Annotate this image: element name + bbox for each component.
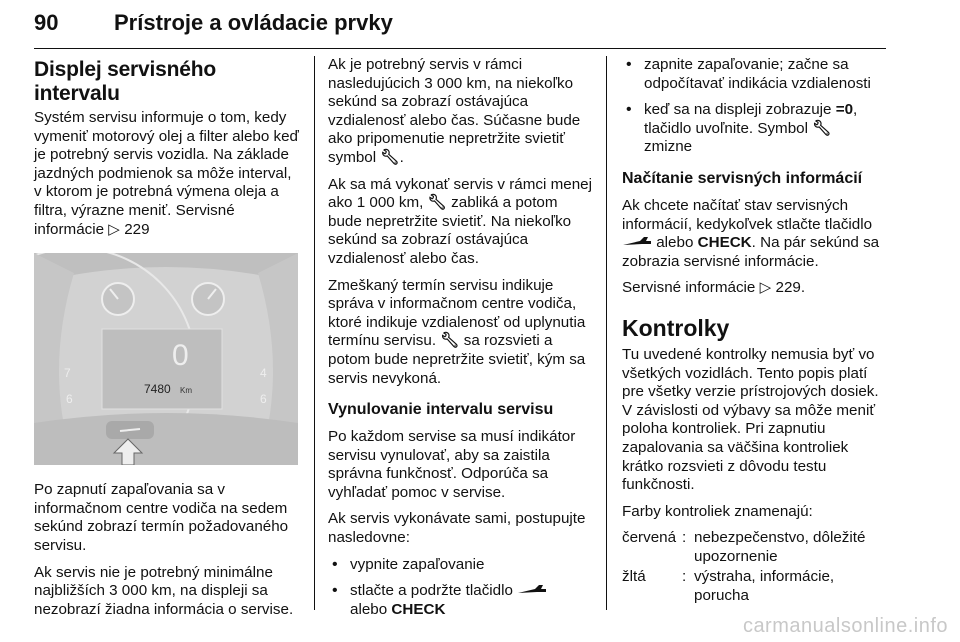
paragraph: Po zapnutí zapaľovania sa v informačnom centre vodiča na sedem sekúnd zobrazí termín požadovaného servisu.: [34, 481, 289, 554]
svg-text:6: 6: [260, 392, 267, 407]
paragraph-text: Systém servisu informuje o tom, kedy vymeniť motorový olej a filter alebo keď je potrebný servis vozidla. Na základe jazdných podmienok sa môže interval, v ktorom je potrebná výmena oleja a filtra, výrazne meniť. Servisné informácie: [34, 109, 299, 238]
separator: :: [682, 568, 687, 586]
steps-list: [328, 556, 594, 620]
section-heading-reset-interval: Vynulovanie intervalu servisu: [328, 401, 554, 419]
color-description: výstraha, informácie, porucha: [694, 568, 835, 605]
display-digit: 0: [172, 339, 189, 373]
stalk-button-icon: [622, 235, 652, 247]
watermark: carmanualsonline.info: [742, 615, 948, 637]
column-2: [328, 56, 594, 627]
paragraph: Farby kontroliek znamenajú:: [622, 502, 813, 520]
color-meaning-table: [622, 529, 888, 605]
section-heading-warning-lights: Kontrolky: [622, 314, 730, 341]
chapter-title: Prístroje a ovládacie prvky: [114, 10, 393, 35]
paragraph: Zmeškaný termín servisu indikuje správa v informačnom centre vodiča, ktoré indikuje vzdialenosť od uplynutia termínu servisu. 🔧︎ sa rozsvieti a potom bude nepretržite svietiť, kým sa servis nevykoná.: [328, 276, 586, 387]
page-header: [34, 4, 886, 44]
paragraph: Po každom servise sa musí indikátor servisu vynulovať, aby sa zaistila správna funkčnosť. Odporúča sa vyhľadať pomoc v servise.: [328, 428, 576, 501]
paragraph: [34, 109, 302, 239]
section-heading-service-interval: Displej servisného intervalu: [34, 58, 216, 105]
svg-text:7: 7: [64, 366, 71, 381]
paragraph: Tu uvedené kontrolky nemusia byť vo všetkých vozidlách. Tento popis platí pre všetky verzie prístrojových dosiek. V závislosti od výbavy sa môže meniť poloha kontroliek. Pri zapnutiu zapalovania sa väčšina kontroliek krátko rozsvieti z dôvodu testu funkčnosti.: [622, 345, 879, 494]
page-ref-link[interactable]: 229: [124, 220, 150, 238]
check-button-label: CHECK: [391, 600, 446, 618]
wrench-icon: 🔧︎: [440, 332, 460, 350]
paragraph: Ak je potrebný servis v rámci nasledujúcich 3 000 km, na niekoľko sekúnd sa zobrazí ostávajúca vzdialenosť alebo čas. Súčasne bude ako pripomenutie nepretržite svietiť symbol 🔧︎.: [328, 56, 581, 166]
list-item: • vypnite zapaľovanie: [328, 556, 594, 575]
wrench-icon: 🔧︎: [427, 194, 447, 212]
check-button-label: CHECK: [697, 234, 752, 252]
list-item: • stlačte a podržte tlačidlo alebo CHECK: [328, 582, 594, 619]
column-3: [622, 56, 888, 606]
stalk-button-icon: [517, 583, 547, 595]
paragraph: Ak servis vykonávate sami, postupujte nasledovne:: [328, 510, 586, 547]
list-item: • zapnite zapaľovanie; začne sa odpočítavať indikácia vzdialenosti: [622, 56, 888, 93]
paragraph: Ak servis nie je potrebný minimálne najbližších 3 000 km, na displeji sa nezobrazí žiadna informácia o servise.: [34, 563, 294, 618]
odometer-unit: Km: [180, 386, 192, 396]
section-heading-read-service-info: Načítanie servisných informácií: [622, 169, 863, 187]
paragraph: Ak sa má vykonať servis v rámci menej ako 1 000 km, 🔧︎ zabliká a potom bude nepretržite svietiť. Na niekoľko sekúnd sa zobrazí ostávajúca vzdialenosť alebo čas.: [328, 175, 592, 267]
column-divider: [314, 56, 315, 610]
odometer-value: 7480: [144, 382, 171, 397]
page-ref-arrow-icon: ▷: [759, 279, 772, 297]
list-item: • keď sa na displeji zobrazuje =0, tlačidlo uvoľnite. Symbol 🔧︎ zmizne: [622, 101, 888, 157]
instrument-cluster-illustration: [34, 253, 298, 465]
page-ref-link[interactable]: 229.: [775, 279, 806, 297]
wrench-icon: 🔧︎: [812, 119, 832, 137]
page-number: 90: [34, 10, 59, 35]
wrench-icon: 🔧︎: [380, 148, 400, 166]
color-name: žltá: [622, 568, 646, 586]
header-rule: [34, 48, 886, 49]
instrument-cluster-figure: [34, 253, 298, 465]
page-ref-arrow-icon: ▷: [108, 220, 120, 238]
column-divider: [606, 56, 607, 610]
paragraph: Servisné informácie ▷ 229.: [622, 279, 806, 297]
steps-list-continued: [622, 56, 888, 157]
color-name: červená: [622, 529, 677, 547]
column-1: [34, 56, 302, 627]
color-description: nebezpečenstvo, dôležité upozornenie: [694, 529, 866, 565]
svg-text:6: 6: [66, 392, 73, 407]
separator: :: [682, 529, 687, 547]
svg-text:4: 4: [260, 366, 267, 381]
paragraph: Ak chcete načítať stav servisných informácií, kedykoľvek stlačte tlačidlo alebo CHECK. Na pár sekúnd sa zobrazia servisné informácie.: [622, 196, 880, 270]
